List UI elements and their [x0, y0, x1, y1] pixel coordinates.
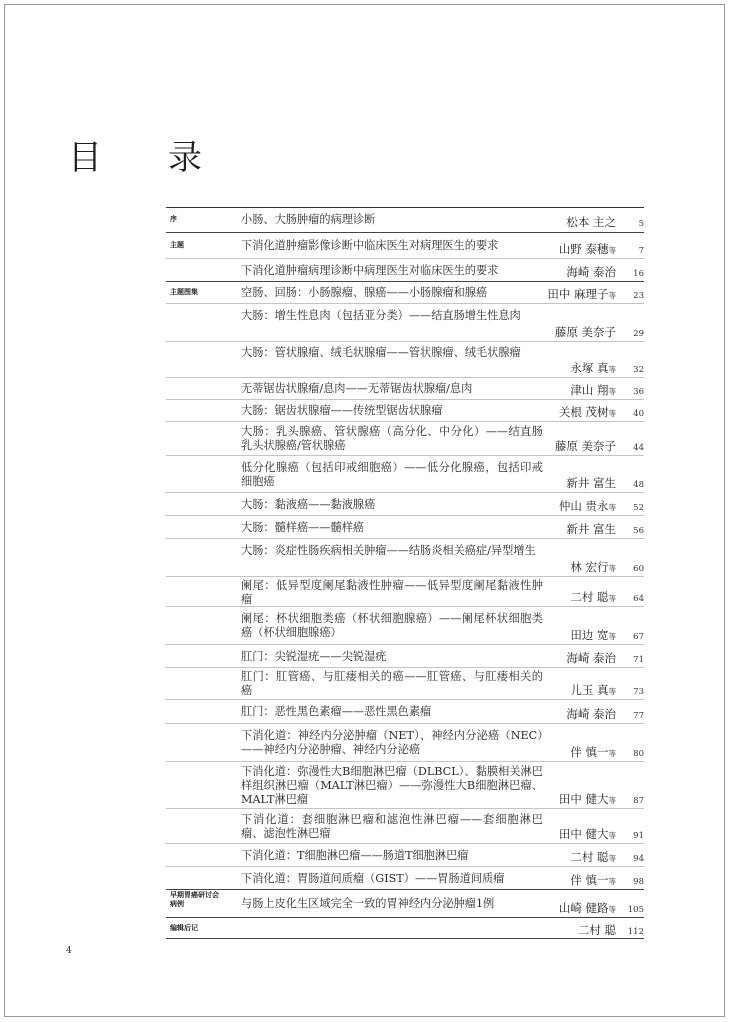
entry-author — [555, 439, 616, 453]
toc-entry — [166, 232, 644, 258]
author-name: 永塚 真 — [570, 361, 609, 375]
entry-author — [570, 560, 616, 576]
entry-title: 大肠：锯齿状腺瘤——传统型锯齿状腺瘤 — [241, 404, 443, 417]
et-al-mark: 等 — [608, 365, 616, 374]
et-al-mark: 等 — [608, 246, 616, 255]
author-name: 二村 聪 — [570, 590, 609, 604]
author-name: 田中 健大 — [558, 827, 609, 841]
author-name: 藤原 美奈子 — [554, 439, 616, 453]
entry-author — [578, 923, 616, 937]
entry-page-number: 60 — [633, 564, 644, 574]
section-label: 主题图集 — [170, 288, 198, 296]
entry-title: 下消化道：胃肠道间质瘤（GIST）——胃肠道间质瘤 — [241, 872, 505, 885]
author-name: 田边 宽 — [570, 628, 609, 642]
entry-page-number: 77 — [633, 711, 644, 721]
toc-entry — [166, 281, 644, 303]
entry-author — [566, 476, 616, 490]
entry-page-number: 16 — [633, 269, 644, 279]
entry-title: 下消化道肿瘤病理诊断中病理医生对临床医生的要求 — [241, 264, 499, 277]
entry-page-number: 64 — [633, 594, 644, 604]
entry-page-number: 44 — [633, 443, 644, 453]
page-number: 4 — [66, 946, 72, 956]
toc-bottom-rule — [166, 938, 644, 939]
entry-page-number: 91 — [633, 831, 644, 841]
entry-title: 下消化道：弥漫性大B细胞淋巴瘤（DLBCL）、黏膜相关淋巴样组织淋巴瘤（MALT淋巴瘤）——弥漫性大B细胞淋巴瘤、MALT淋巴瘤 — [241, 765, 543, 806]
toc-entry — [166, 667, 644, 699]
entry-title: 空肠、回肠：小肠腺瘤、腺癌——小肠腺瘤和腺癌 — [241, 286, 488, 299]
toc-entry — [166, 515, 644, 538]
entry-title: 下消化道：T细胞淋巴瘤——肠道T细胞淋巴瘤 — [241, 849, 469, 862]
toc-entry — [166, 843, 644, 866]
entry-page-number: 80 — [633, 749, 644, 759]
et-al-mark: 等 — [608, 905, 616, 914]
entry-author — [559, 405, 616, 421]
toc-entry — [166, 341, 644, 377]
entry-author — [566, 522, 616, 536]
entry-title: 大肠：黏液癌——黏液腺癌 — [241, 498, 376, 511]
entry-author — [559, 901, 616, 917]
author-name: 津山 翔 — [570, 383, 609, 397]
entry-title: 肛门：肛管癌、与肛瘘相关的癌——肛管癌、与肛瘘相关的癌 — [241, 670, 543, 697]
entry-author — [559, 242, 616, 258]
toc-entry — [166, 258, 644, 281]
entry-title: 大肠：乳头腺癌、管状腺癌（高分化、中分化）——结直肠乳头状腺癌/管状腺癌 — [241, 425, 543, 452]
entry-page-number: 105 — [627, 905, 644, 915]
entry-page-number: 7 — [638, 246, 644, 256]
author-name: 海崎 泰治 — [566, 707, 616, 721]
section-label: 主题 — [170, 241, 184, 249]
entry-page-number: 67 — [633, 632, 644, 642]
entry-author — [570, 683, 616, 699]
author-name: 林 宏行 — [570, 560, 609, 574]
et-al-mark: 等 — [608, 409, 616, 418]
toc-entry — [166, 576, 644, 606]
entry-author — [547, 287, 616, 303]
entry-page-number: 87 — [633, 796, 644, 806]
entry-author — [559, 499, 616, 515]
entry-title: 下消化道肿瘤影像诊断中临床医生对病理医生的要求 — [241, 239, 499, 252]
entry-author — [566, 651, 616, 665]
entry-page-number: 32 — [633, 365, 644, 375]
toc-entry — [166, 699, 644, 723]
author-name: 松本 主之 — [566, 215, 616, 229]
et-al-mark: 等 — [608, 854, 616, 863]
toc-entry — [166, 644, 644, 667]
entry-title: 下消化道：套细胞淋巴瘤和滤泡性淋巴瘤——套细胞淋巴瘤、滤泡性淋巴瘤 — [241, 813, 543, 840]
section-label-line: 病例 — [170, 900, 184, 908]
entry-title: 大肠：炎症性肠疾病相关肿瘤——结肠炎相关癌症/异型增生 — [241, 544, 536, 557]
toc-entry — [166, 723, 644, 761]
entry-author — [570, 590, 616, 606]
et-al-mark: 等 — [608, 291, 616, 300]
entry-author — [570, 383, 616, 399]
toc-entry — [166, 303, 644, 341]
author-name: 田中 麻理子 — [547, 287, 609, 301]
author-name: 山崎 健路 — [558, 901, 609, 915]
entry-title: 与肠上皮化生区域完全一致的胃神经内分泌肿瘤1例 — [241, 897, 495, 910]
entry-author — [570, 873, 616, 889]
author-name: 仲山 贵永 — [558, 499, 609, 513]
entry-title: 下消化道：神经内分泌肿瘤（NET）、神经内分泌癌（NEC）——神经内分泌肿瘤、神经内分泌癌 — [241, 729, 543, 756]
entry-author — [566, 707, 616, 721]
entry-author — [570, 628, 616, 644]
et-al-mark: 等 — [608, 831, 616, 840]
entry-author — [559, 792, 616, 808]
entry-page-number: 94 — [633, 854, 644, 864]
entry-author — [570, 745, 616, 761]
entry-page-number: 23 — [633, 291, 644, 301]
toc-entry — [166, 538, 644, 576]
entry-author — [559, 827, 616, 843]
toc-entry — [166, 421, 644, 455]
toc-entry — [166, 889, 644, 917]
author-name: 伴 慎一 — [570, 745, 609, 759]
entry-page-number: 98 — [633, 877, 644, 887]
entry-page-number: 52 — [633, 503, 644, 513]
entry-title: 大肠：髓样癌——髓样癌 — [241, 521, 365, 534]
entry-page-number: 56 — [633, 526, 644, 536]
author-name: 二村 聪 — [577, 923, 616, 937]
entry-page-number: 112 — [627, 927, 644, 937]
toc-entry — [166, 455, 644, 492]
section-label — [170, 891, 238, 909]
entry-page-number: 40 — [633, 409, 644, 419]
entry-title: 阑尾：杯状细胞类癌（杯状细胞腺癌）——阑尾杯状细胞类癌（杯状细胞腺癌） — [241, 612, 543, 639]
entry-author — [566, 215, 616, 229]
author-name: 二村 聪 — [570, 850, 609, 864]
author-name: 藤原 美奈子 — [554, 325, 616, 339]
entry-author — [570, 361, 616, 377]
author-name: 海崎 泰治 — [566, 651, 616, 665]
toc-entry — [166, 761, 644, 808]
page-title: 目 录 — [68, 138, 218, 178]
entry-page-number: 73 — [633, 687, 644, 697]
entry-title: 无蒂锯齿状腺瘤/息肉——无蒂锯齿状腺瘤/息肉 — [241, 382, 473, 395]
toc-entry — [166, 208, 644, 232]
entry-page-number: 71 — [633, 655, 644, 665]
toc-entry — [166, 492, 644, 515]
et-al-mark: 等 — [608, 687, 616, 696]
toc-entry — [166, 917, 644, 939]
entry-title: 阑尾：低异型度阑尾黏液性肿瘤——低异型度阑尾黏液性肿瘤 — [241, 579, 543, 606]
author-name: 田中 健大 — [558, 792, 609, 806]
et-al-mark: 等 — [608, 387, 616, 396]
entry-title: 肛门：尖锐湿疣——尖锐湿疣 — [241, 650, 387, 663]
entry-author — [555, 325, 616, 339]
toc-entry — [166, 399, 644, 421]
entry-title: 小肠、大肠肿瘤的病理诊断 — [241, 213, 376, 226]
et-al-mark: 等 — [608, 749, 616, 758]
entry-title: 大肠：管状腺瘤、绒毛状腺瘤——管状腺瘤、绒毛状腺瘤 — [241, 346, 521, 359]
et-al-mark: 等 — [608, 632, 616, 641]
author-name: 海崎 泰治 — [566, 265, 616, 279]
et-al-mark: 等 — [608, 877, 616, 886]
entry-title: 大肠：增生性息肉（包括亚分类）——结直肠增生性息肉 — [241, 309, 521, 322]
et-al-mark: 等 — [608, 503, 616, 512]
entry-title: 肛门：恶性黑色素瘤——恶性黑色素瘤 — [241, 705, 432, 718]
toc-entry — [166, 606, 644, 644]
et-al-mark: 等 — [608, 564, 616, 573]
author-name: 山野 泰穗 — [558, 242, 609, 256]
entry-page-number: 5 — [638, 219, 644, 229]
entry-page-number: 36 — [633, 387, 644, 397]
author-name: 关根 茂树 — [558, 405, 609, 419]
author-name: 伴 慎一 — [570, 873, 609, 887]
et-al-mark: 等 — [608, 594, 616, 603]
entry-title: 低分化腺癌（包括印戒细胞癌）——低分化腺癌，包括印戒细胞癌 — [241, 461, 543, 488]
entry-author — [566, 265, 616, 279]
author-name: 新井 富生 — [566, 476, 616, 490]
section-label: 编辑后记 — [170, 924, 198, 932]
entry-page-number: 48 — [633, 480, 644, 490]
toc-entry — [166, 377, 644, 399]
section-label-line: 早期胃癌研讨会 — [170, 891, 219, 899]
entry-page-number: 29 — [633, 329, 644, 339]
section-label: 序 — [170, 215, 177, 223]
author-name: 新井 富生 — [566, 522, 616, 536]
toc-entry — [166, 808, 644, 843]
et-al-mark: 等 — [608, 796, 616, 805]
toc-entry — [166, 866, 644, 889]
entry-author — [570, 850, 616, 866]
author-name: 儿玉 真 — [570, 683, 609, 697]
